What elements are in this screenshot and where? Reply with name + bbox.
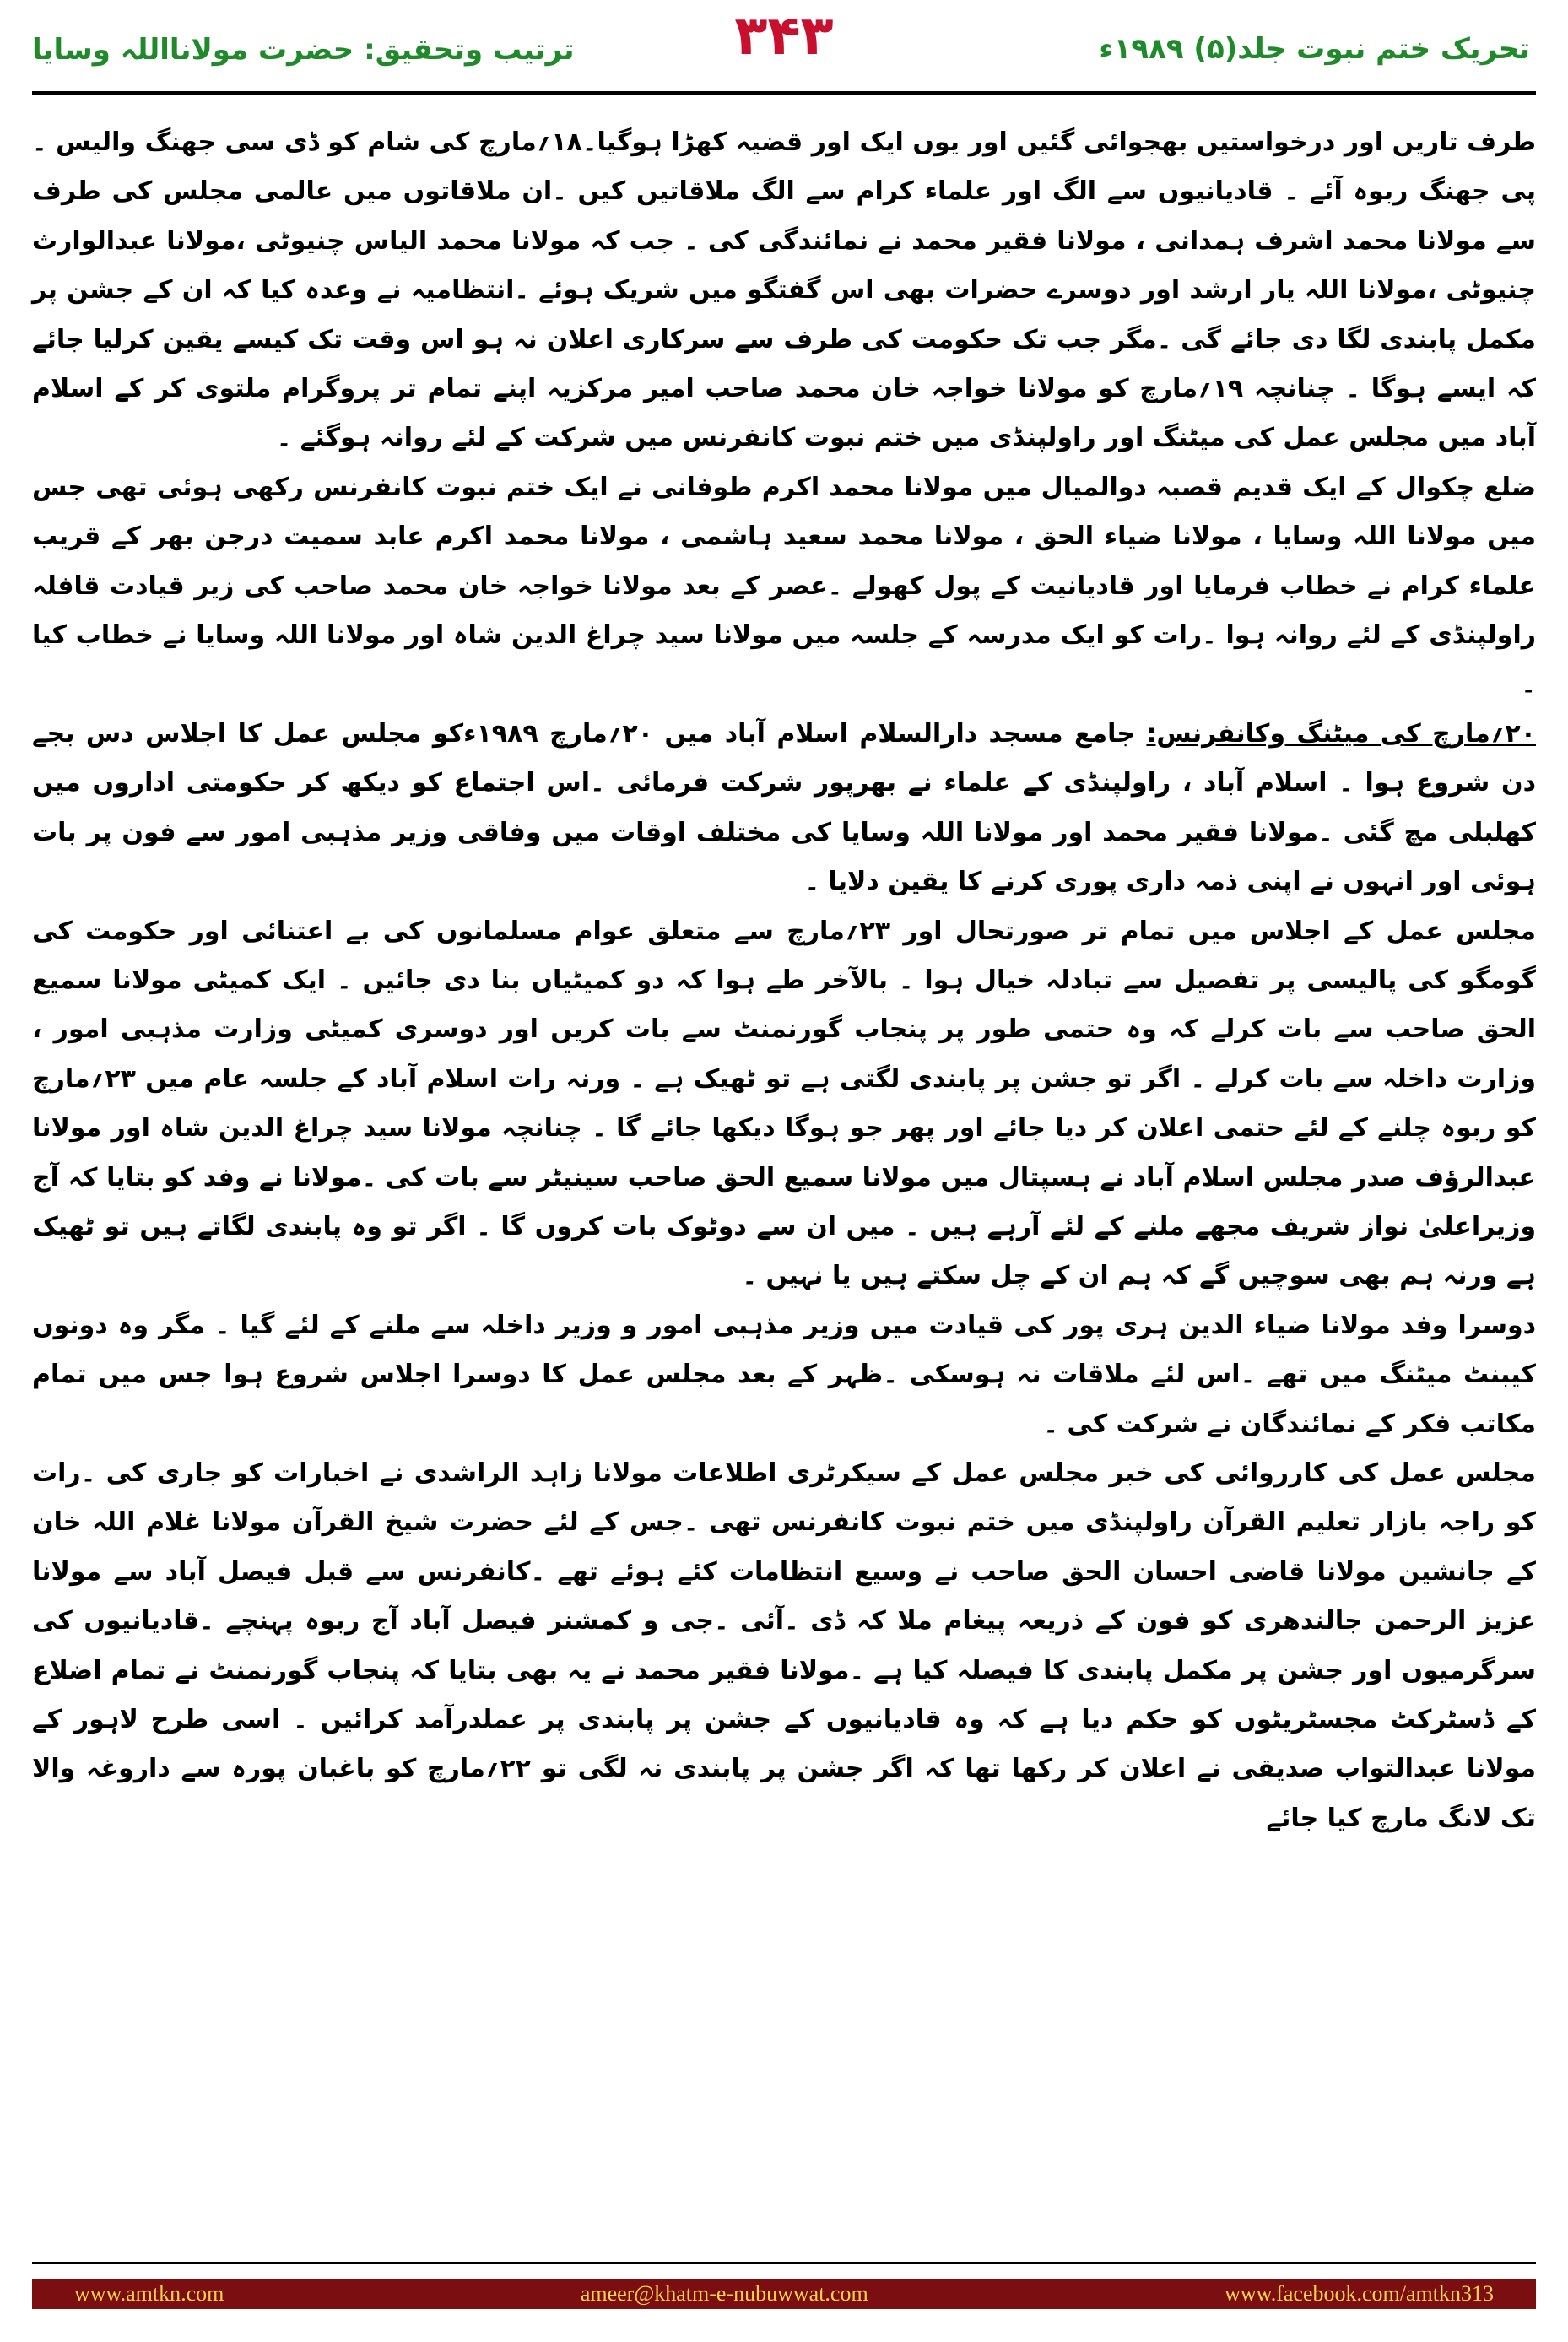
facebook-link[interactable]: www.facebook.com/amtkn313 bbox=[1225, 2281, 1494, 2306]
book-title: تحریک ختم نبوت جلد(۵) ۱۹۸۹ء bbox=[1099, 32, 1530, 66]
footer-divider bbox=[32, 2262, 1536, 2264]
section-heading-text: جامع مسجد دارالسلام اسلام آباد میں ۲۰؍مارچ ۱۹۸۹ءکو مجلس عمل کا اجلاس دس بجے دن شروع ہوا ۔ اسلام آباد ، راولپنڈی کے علماء نے بھرپور شرکت فرمائی ۔اس اجتماع کو دیکھ کر حکومتی اداروں میں کھلبلی مچ گئی ۔مولانا فقیر محمد اور مولانا اللہ وسایا کی مختلف اوقات میں وفاقی وزیر مذہبی امور سے فون پر بات ہوئی اور انہوں نے اپنی ذمہ داری پوری کرنے کا یقین دلایا ۔ bbox=[32, 718, 1536, 897]
author-credit: ترتیب وتحقیق: حضرت مولانااللہ وسایا bbox=[32, 33, 575, 67]
page-footer bbox=[32, 2279, 1536, 2309]
header-divider bbox=[32, 91, 1536, 95]
page-body bbox=[32, 118, 1536, 2215]
page-number: ۳۴۳ bbox=[734, 5, 834, 68]
section-heading: ۲۰؍مارچ کی میٹنگ وکانفرنس: bbox=[1146, 718, 1537, 749]
email-link[interactable]: ameer@khatm-e-nubuwwat.com bbox=[580, 2281, 868, 2306]
website-link[interactable]: www.amtkn.com bbox=[74, 2281, 224, 2306]
page-header bbox=[0, 0, 1568, 101]
paragraph-5: مجلس عمل کی کارروائی کی خبر مجلس عمل کے سیکرٹری اطلاعات مولانا زاہد الراشدی نے اخبارات کو جاری کی ۔رات کو راجہ بازار تعلیم القرآن راولپنڈی میں ختم نبوت کانفرنس تھی ۔جس کے لئے حضرت شیخ القرآن مولانا غلام اللہ خان کے جانشین مولانا قاضی احسان الحق صاحب نے وسیع انتظامات کئے ہوئے تھے ۔کانفرنس سے قبل فیصل آباد سے مولانا عزیز الرحمن جالندھری کو فون کے ذریعہ پیغام ملا کہ ڈی ۔آئی ۔جی و کمشنر فیصل آباد آج ربوہ پہنچے ۔قادیانیوں کی سرگرمیوں اور جشن پر مکمل پابندی کا فیصلہ کیا ہے ۔مولانا فقیر محمد نے یہ بھی بتایا کہ پنجاب گورنمنٹ نے تمام اضلاع کے ڈسٹرکٹ مجسٹریٹوں کو حکم دیا ہے کہ وہ قادیانیوں کے جشن پر پابندی پر عملدرآمد کرائیں ۔ اسی طرح لاہور کے مولانا عبدالتواب صدیقی نے اعلان کر رکھا تھا کہ اگر جشن پر پابندی نہ لگی تو ۲۲؍مارچ کو باغبان پورہ سے داروغہ والا تک لانگ مارچ کیا جائے bbox=[32, 1458, 1536, 1833]
paragraph-1: طرف تاریں اور درخواستیں بھجوائی گئیں اور یوں ایک اور قضیہ کھڑا ہوگیا۔۱۸؍مارچ کی شام کو ڈی سی جھنگ والیس ۔ پی جھنگ ربوہ آئے ۔ قادیانیوں سے الگ اور علماء کرام سے الگ ملاقاتیں کیں ۔ان ملاقاتوں میں عالمی مجلس کی طرف سے مولانا محمد اشرف ہمدانی ، مولانا فقیر محمد نے نمائندگی کی ۔ جب کہ مولانا محمد الیاس چنیوٹی ،مولانا عبدالوارث چنیوٹی ،مولانا اللہ یار ارشد اور دوسرے حضرات بھی اس گفتگو میں شریک ہوئے ۔انتظامیہ نے وعدہ کیا کہ ان کے جشن پر مکمل پابندی لگا دی جائے گی ۔مگر جب تک حکومت کی طرف سے سرکاری اعلان نہ ہو اس وقت تک کیسے یقین کرلیا جائے کہ ایسے ہوگا ۔ چنانچہ ۱۹؍مارچ کو مولانا خواجہ خان محمد صاحب امیر مرکزیہ اپنے تمام تر پروگرام ملتوی کر کے اسلام آباد میں مجلس عمل کی میٹنگ اور راولپنڈی میں ختم نبوت کانفرنس میں شرکت کے لئے روانہ ہوگئے ۔ bbox=[32, 127, 1537, 453]
paragraph-conference bbox=[32, 710, 1536, 907]
paragraph-2: ضلع چکوال کے ایک قدیم قصبہ دوالمیال میں مولانا محمد اکرم طوفانی نے ایک ختم نبوت کانفرنس رکھی ہوئی تھی جس میں مولانا اللہ وسایا ، مولانا ضیاء الحق ، مولانا محمد سعید ہاشمی ، مولانا محمد اکرم عابد سمیت درجن بھر کے قریب علماء کرام نے خطاب فرمایا اور قادیانیت کے پول کھولے ۔عصر کے بعد مولانا خواجہ خان محمد صاحب کی زیر قیادت قافلہ راولپنڈی کے لئے روانہ ہوا ۔رات کو ایک مدرسہ کے جلسہ میں مولانا سید چراغ الدین شاہ اور مولانا اللہ وسایا نے خطاب کیا ۔ bbox=[32, 472, 1536, 700]
paragraph-3: مجلس عمل کے اجلاس میں تمام تر صورتحال اور ۲۳؍مارچ سے متعلق عوام مسلمانوں کی بے اعتنائی اور حکومت کی گومگو کی پالیسی پر تفصیل سے تبادلہ خیال ہوا ۔ بالآخر طے ہوا کہ دو کمیٹیاں بنا دی جائیں ۔ ایک کمیٹی مولانا سمیع الحق صاحب سے بات کرلے کہ وہ حتمی طور پر پنجاب گورنمنٹ سے بات کریں اور دوسری کمیٹی وزارت مذہبی امور ، وزارت داخلہ سے بات کرلے ۔ اگر تو جشن پر پابندی لگتی ہے تو ٹھیک ہے ۔ ورنہ رات اسلام آباد کے جلسہ عام میں ۲۳؍مارچ کو ربوہ چلنے کے لئے حتمی اعلان کر دیا جائے اور پھر جو ہوگا دیکھا جائے گا ۔ چنانچہ مولانا سید چراغ الدین شاہ اور مولانا عبدالرؤف صدر مجلس اسلام آباد نے ہسپتال میں مولانا سمیع الحق صاحب سینیٹر سے بات کی ۔مولانا نے وفد کو بتایا کہ آج وزیراعلیٰ نواز شریف مجھے ملنے کے لئے آرہے ہیں ۔ میں ان سے دوٹوک بات کروں گا ۔ اگر تو وہ پابندی لگاتے ہیں تو ٹھیک ہے ورنہ ہم بھی سوچیں گے کہ ہم ان کے چل سکتے ہیں یا نہیں ۔ bbox=[32, 916, 1536, 1291]
paragraph-4: دوسرا وفد مولانا ضیاء الدین ہری پور کی قیادت میں وزیر مذہبی امور و وزیر داخلہ سے ملنے کے لئے گیا ۔ مگر وہ دونوں کیبنٹ میٹنگ میں تھے ۔اس لئے ملاقات نہ ہوسکی ۔ظہر کے بعد مجلس عمل کا دوسرا اجلاس شروع ہوا جس میں تمام مکاتب فکر کے نمائندگان نے شرکت کی ۔ bbox=[32, 1310, 1536, 1439]
